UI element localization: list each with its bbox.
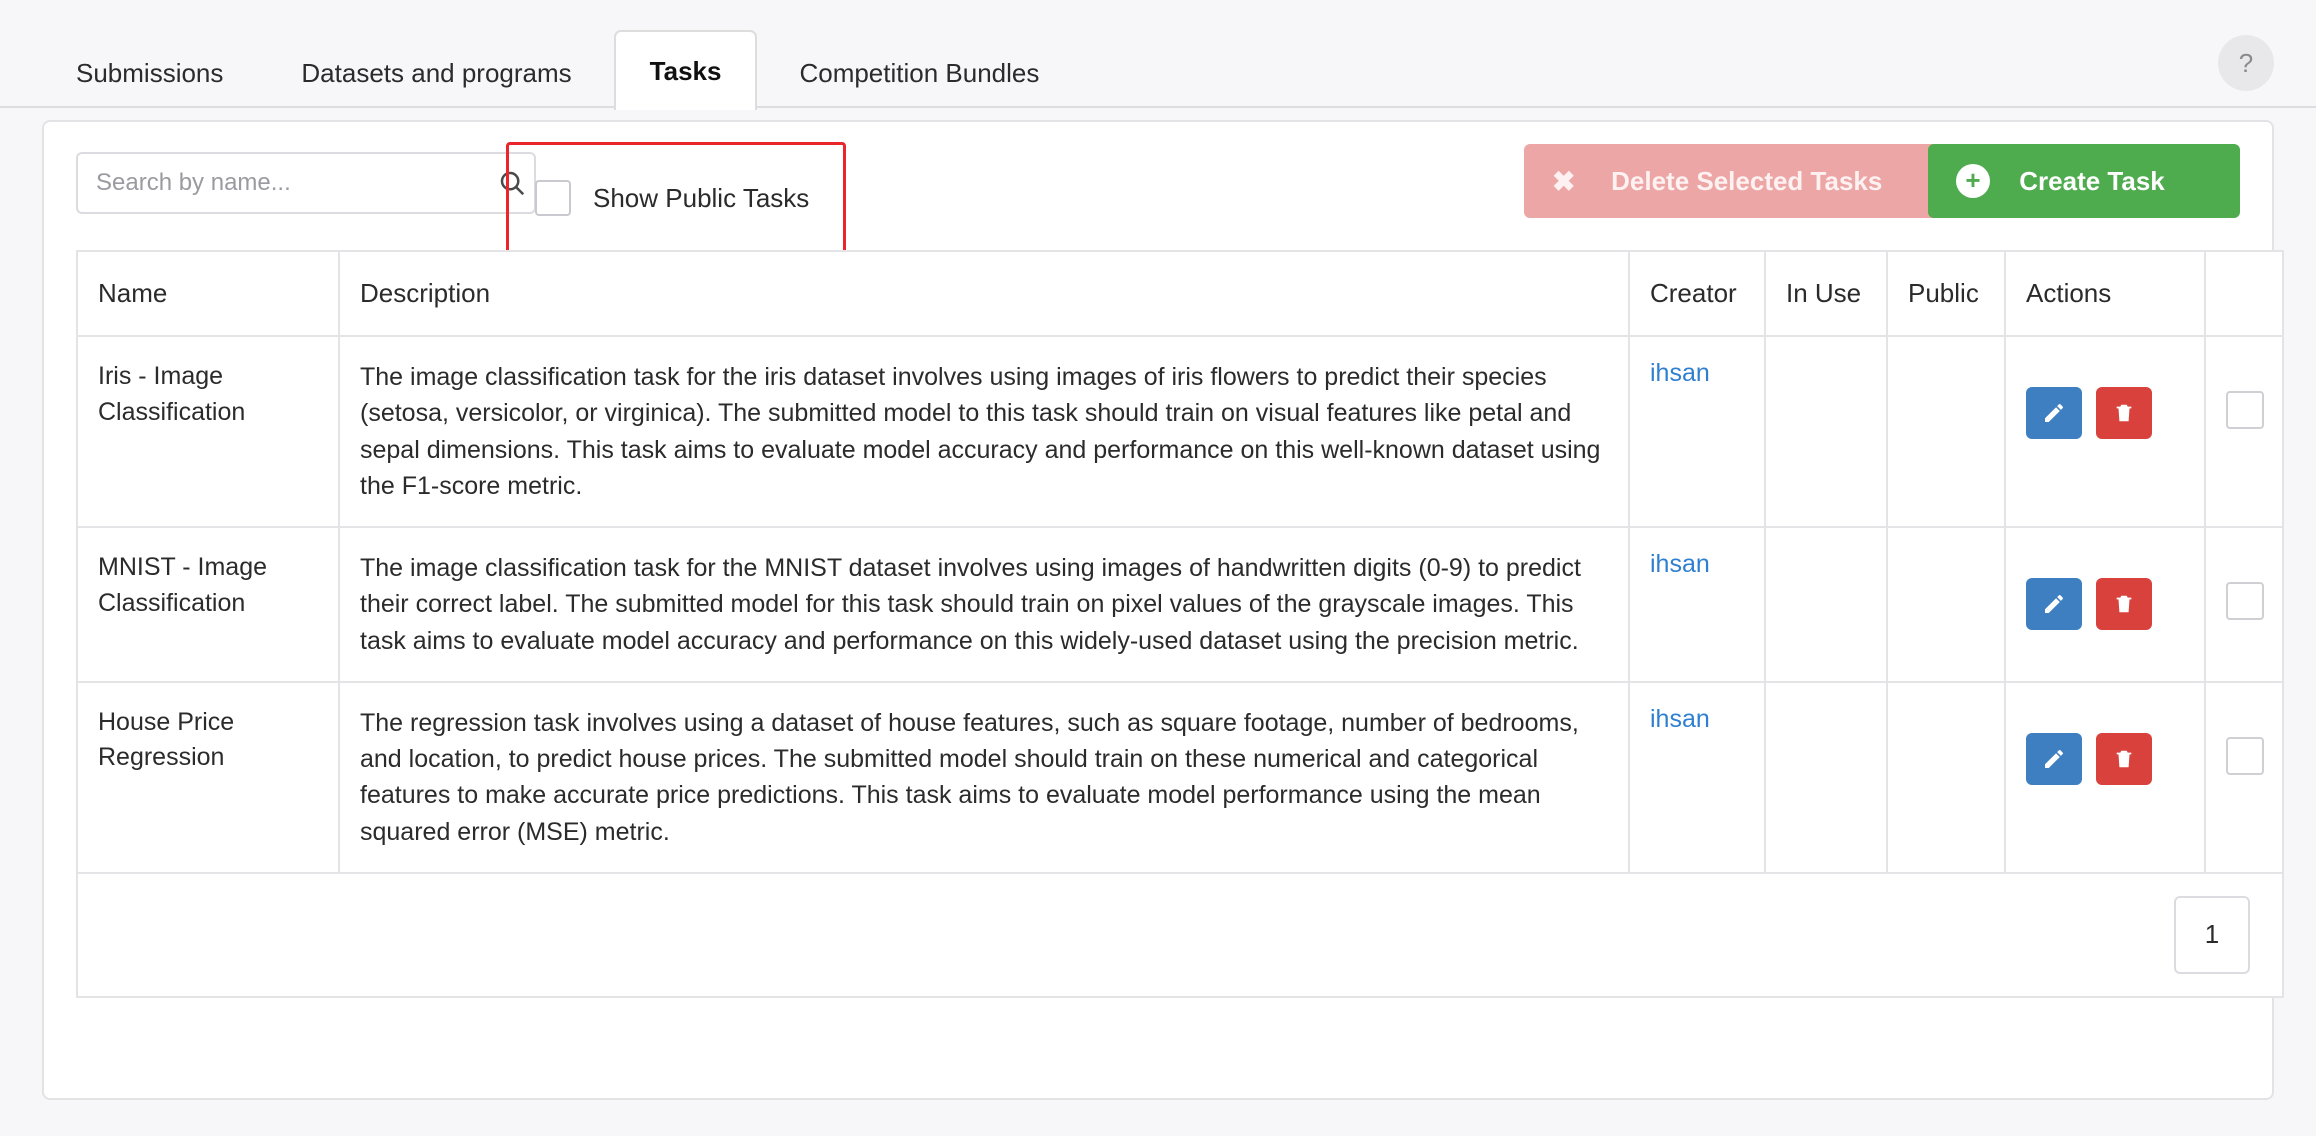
pencil-icon[interactable] [2026, 578, 2082, 630]
column-header-public: Public [1887, 251, 2005, 336]
tab-bar [0, 0, 2316, 108]
pagination-page-1[interactable]: 1 [2174, 896, 2250, 974]
trash-icon[interactable] [2096, 733, 2152, 785]
column-header-in-use: In Use [1765, 251, 1887, 336]
show-public-tasks-checkbox[interactable] [535, 180, 571, 216]
search-field[interactable] [76, 152, 536, 214]
task-in-use [1765, 336, 1887, 527]
task-creator-link[interactable]: ihsan [1629, 527, 1765, 682]
tasks-table [76, 250, 2284, 998]
x-icon: ✖ [1552, 165, 1576, 197]
table-row [77, 527, 2283, 682]
create-task-button[interactable] [1928, 144, 2240, 218]
column-header-select [2205, 251, 2283, 336]
task-public [1887, 682, 2005, 873]
search-input[interactable] [78, 169, 490, 197]
tab-datasets-and-programs[interactable]: Datasets and programs [301, 58, 572, 88]
column-header-description: Description [339, 251, 1629, 336]
task-name: Iris - Image Classification [77, 336, 339, 527]
task-select-cell [2205, 336, 2283, 527]
task-select-cell [2205, 682, 2283, 873]
task-in-use [1765, 682, 1887, 873]
column-header-name: Name [77, 251, 339, 336]
column-header-creator: Creator [1629, 251, 1765, 336]
task-name: MNIST - Image Classification [77, 527, 339, 682]
column-header-actions: Actions [2005, 251, 2205, 336]
task-select-cell [2205, 527, 2283, 682]
delete-selected-tasks-label: Delete Selected Tasks [1611, 165, 1883, 196]
pagination [78, 874, 2282, 996]
tab-tasks[interactable]: Tasks [614, 30, 758, 110]
delete-selected-tasks-button[interactable] [1524, 144, 1964, 218]
task-public [1887, 336, 2005, 527]
task-public [1887, 527, 2005, 682]
pencil-icon[interactable] [2026, 733, 2082, 785]
task-creator-link[interactable]: ihsan [1629, 682, 1765, 873]
task-creator-link[interactable]: ihsan [1629, 336, 1765, 527]
task-name: House Price Regression [77, 682, 339, 873]
task-description: The regression task involves using a dataset of house features, such as square footage, number of bedrooms, and location, to predict house prices. The submitted model should train on these numerical and categorical features to make accurate price predictions. This task aims to evaluate model performance using the mean squared error (MSE) metric. [339, 682, 1629, 873]
help-icon[interactable]: ? [2218, 35, 2274, 91]
table-row [77, 682, 2283, 873]
task-description: The image classification task for the MNIST dataset involves using images of handwritten digits (0-9) to predict their correct label. The submitted model for this task should train on pixel values of the grayscale images. This task aims to evaluate model accuracy and performance on this widely-used dataset using the precision metric. [339, 527, 1629, 682]
trash-icon[interactable] [2096, 578, 2152, 630]
task-actions [2005, 527, 2205, 682]
tasks-toolbar [44, 122, 2272, 238]
tasks-panel [42, 120, 2274, 1100]
task-actions [2005, 682, 2205, 873]
table-footer-row [77, 873, 2283, 997]
tab-competition-bundles[interactable]: Competition Bundles [799, 58, 1040, 88]
trash-icon[interactable] [2096, 387, 2152, 439]
table-header-row [77, 251, 2283, 336]
create-task-label: Create Task [2019, 165, 2165, 196]
table-row [77, 336, 2283, 527]
task-description: The image classification task for the iris dataset involves using images of iris flowers to predict their species (setosa, versicolor, or virginica). The submitted model to this task should train on visual features like petal and sepal dimensions. This task aims to evaluate model accuracy and performance on this well-known dataset using the F1-score metric. [339, 336, 1629, 527]
pagination-cell [77, 873, 2283, 997]
pencil-icon[interactable] [2026, 387, 2082, 439]
show-public-tasks-highlight [506, 142, 846, 254]
tab-submissions[interactable]: Submissions [76, 58, 224, 88]
show-public-tasks-label: Show Public Tasks [593, 182, 810, 213]
task-actions [2005, 336, 2205, 527]
task-select-checkbox[interactable] [2226, 391, 2264, 429]
task-in-use [1765, 527, 1887, 682]
task-select-checkbox[interactable] [2226, 582, 2264, 620]
plus-circle-icon: + [1956, 164, 1990, 198]
task-select-checkbox[interactable] [2226, 737, 2264, 775]
